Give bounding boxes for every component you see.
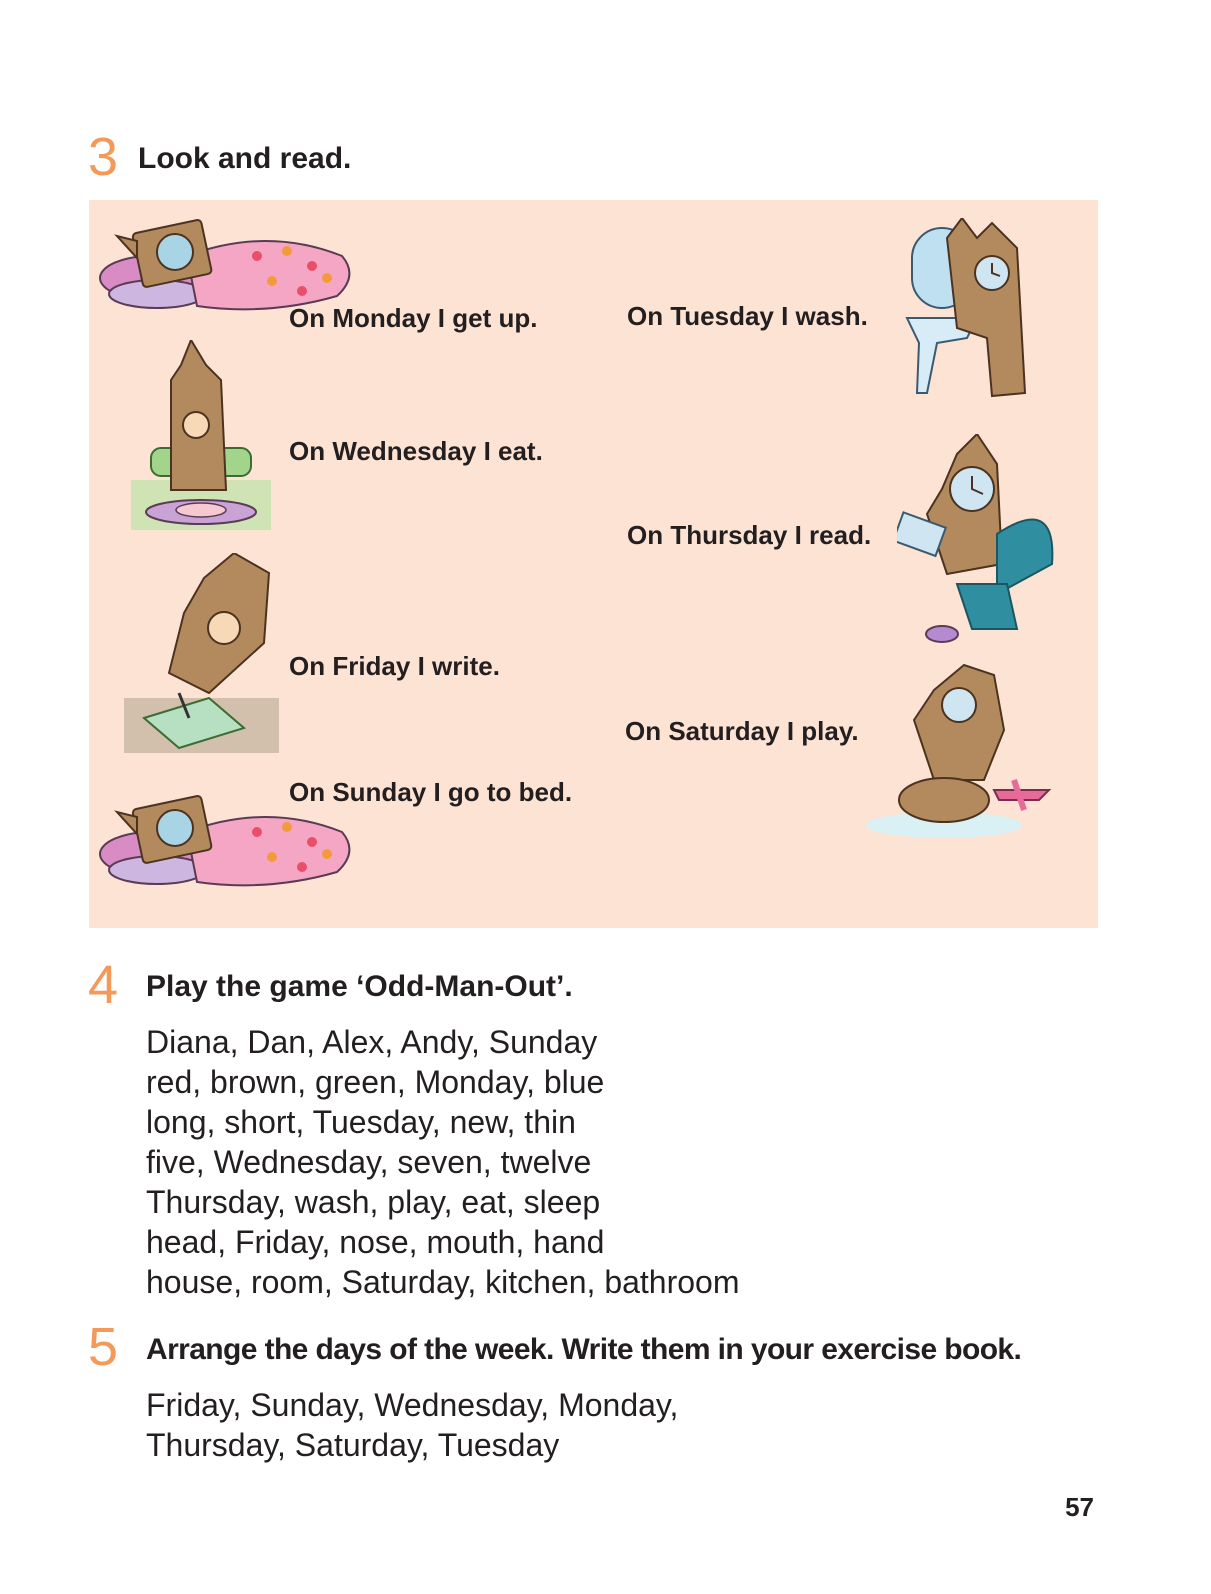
thursday-read-illustration bbox=[897, 434, 1062, 649]
list-item: red, brown, green, Monday, blue bbox=[146, 1064, 605, 1100]
caption-wednesday: On Wednesday I eat. bbox=[289, 436, 543, 466]
exercise-3-title: Look and read. bbox=[138, 142, 352, 175]
days-list bbox=[146, 1385, 678, 1465]
monday-bed-illustration bbox=[97, 216, 357, 316]
caption-tuesday: On Tuesday I wash. bbox=[627, 301, 868, 331]
caption-friday: On Friday I write. bbox=[289, 651, 500, 681]
tuesday-wash-illustration bbox=[897, 218, 1047, 403]
exercise-3-number: 3 bbox=[88, 127, 119, 187]
list-item: Friday, Sunday, Wednesday, Monday, bbox=[146, 1387, 679, 1423]
odd-man-out-list bbox=[146, 1022, 740, 1302]
friday-write-illustration bbox=[124, 553, 284, 753]
exercise-4-title: Play the game ‘Odd-Man-Out’. bbox=[146, 970, 573, 1003]
illustration-panel bbox=[89, 200, 1098, 928]
list-item: long, short, Tuesday, new, thin bbox=[146, 1104, 576, 1140]
exercise-5-number: 5 bbox=[88, 1317, 119, 1377]
exercise-5-title: Arrange the days of the week. Write them in your exercise book. bbox=[146, 1333, 1022, 1366]
list-item: Diana, Dan, Alex, Andy, Sunday bbox=[146, 1024, 598, 1060]
exercise-4-number: 4 bbox=[88, 955, 119, 1015]
caption-saturday: On Saturday I play. bbox=[625, 716, 859, 746]
list-item: five, Wednesday, seven, twelve bbox=[146, 1144, 592, 1180]
list-item: Thursday, Saturday, Tuesday bbox=[146, 1427, 560, 1463]
list-item: head, Friday, nose, mouth, hand bbox=[146, 1224, 605, 1260]
saturday-play-illustration bbox=[864, 660, 1059, 840]
list-item: Thursday, wash, play, eat, sleep bbox=[146, 1184, 601, 1220]
list-item: house, room, Saturday, kitchen, bathroom bbox=[146, 1264, 740, 1300]
caption-sunday: On Sunday I go to bed. bbox=[289, 777, 573, 807]
caption-monday: On Monday I get up. bbox=[289, 303, 538, 333]
wednesday-eat-illustration bbox=[131, 340, 271, 530]
caption-thursday: On Thursday I read. bbox=[627, 520, 872, 550]
page-number: 57 bbox=[1065, 1492, 1094, 1522]
